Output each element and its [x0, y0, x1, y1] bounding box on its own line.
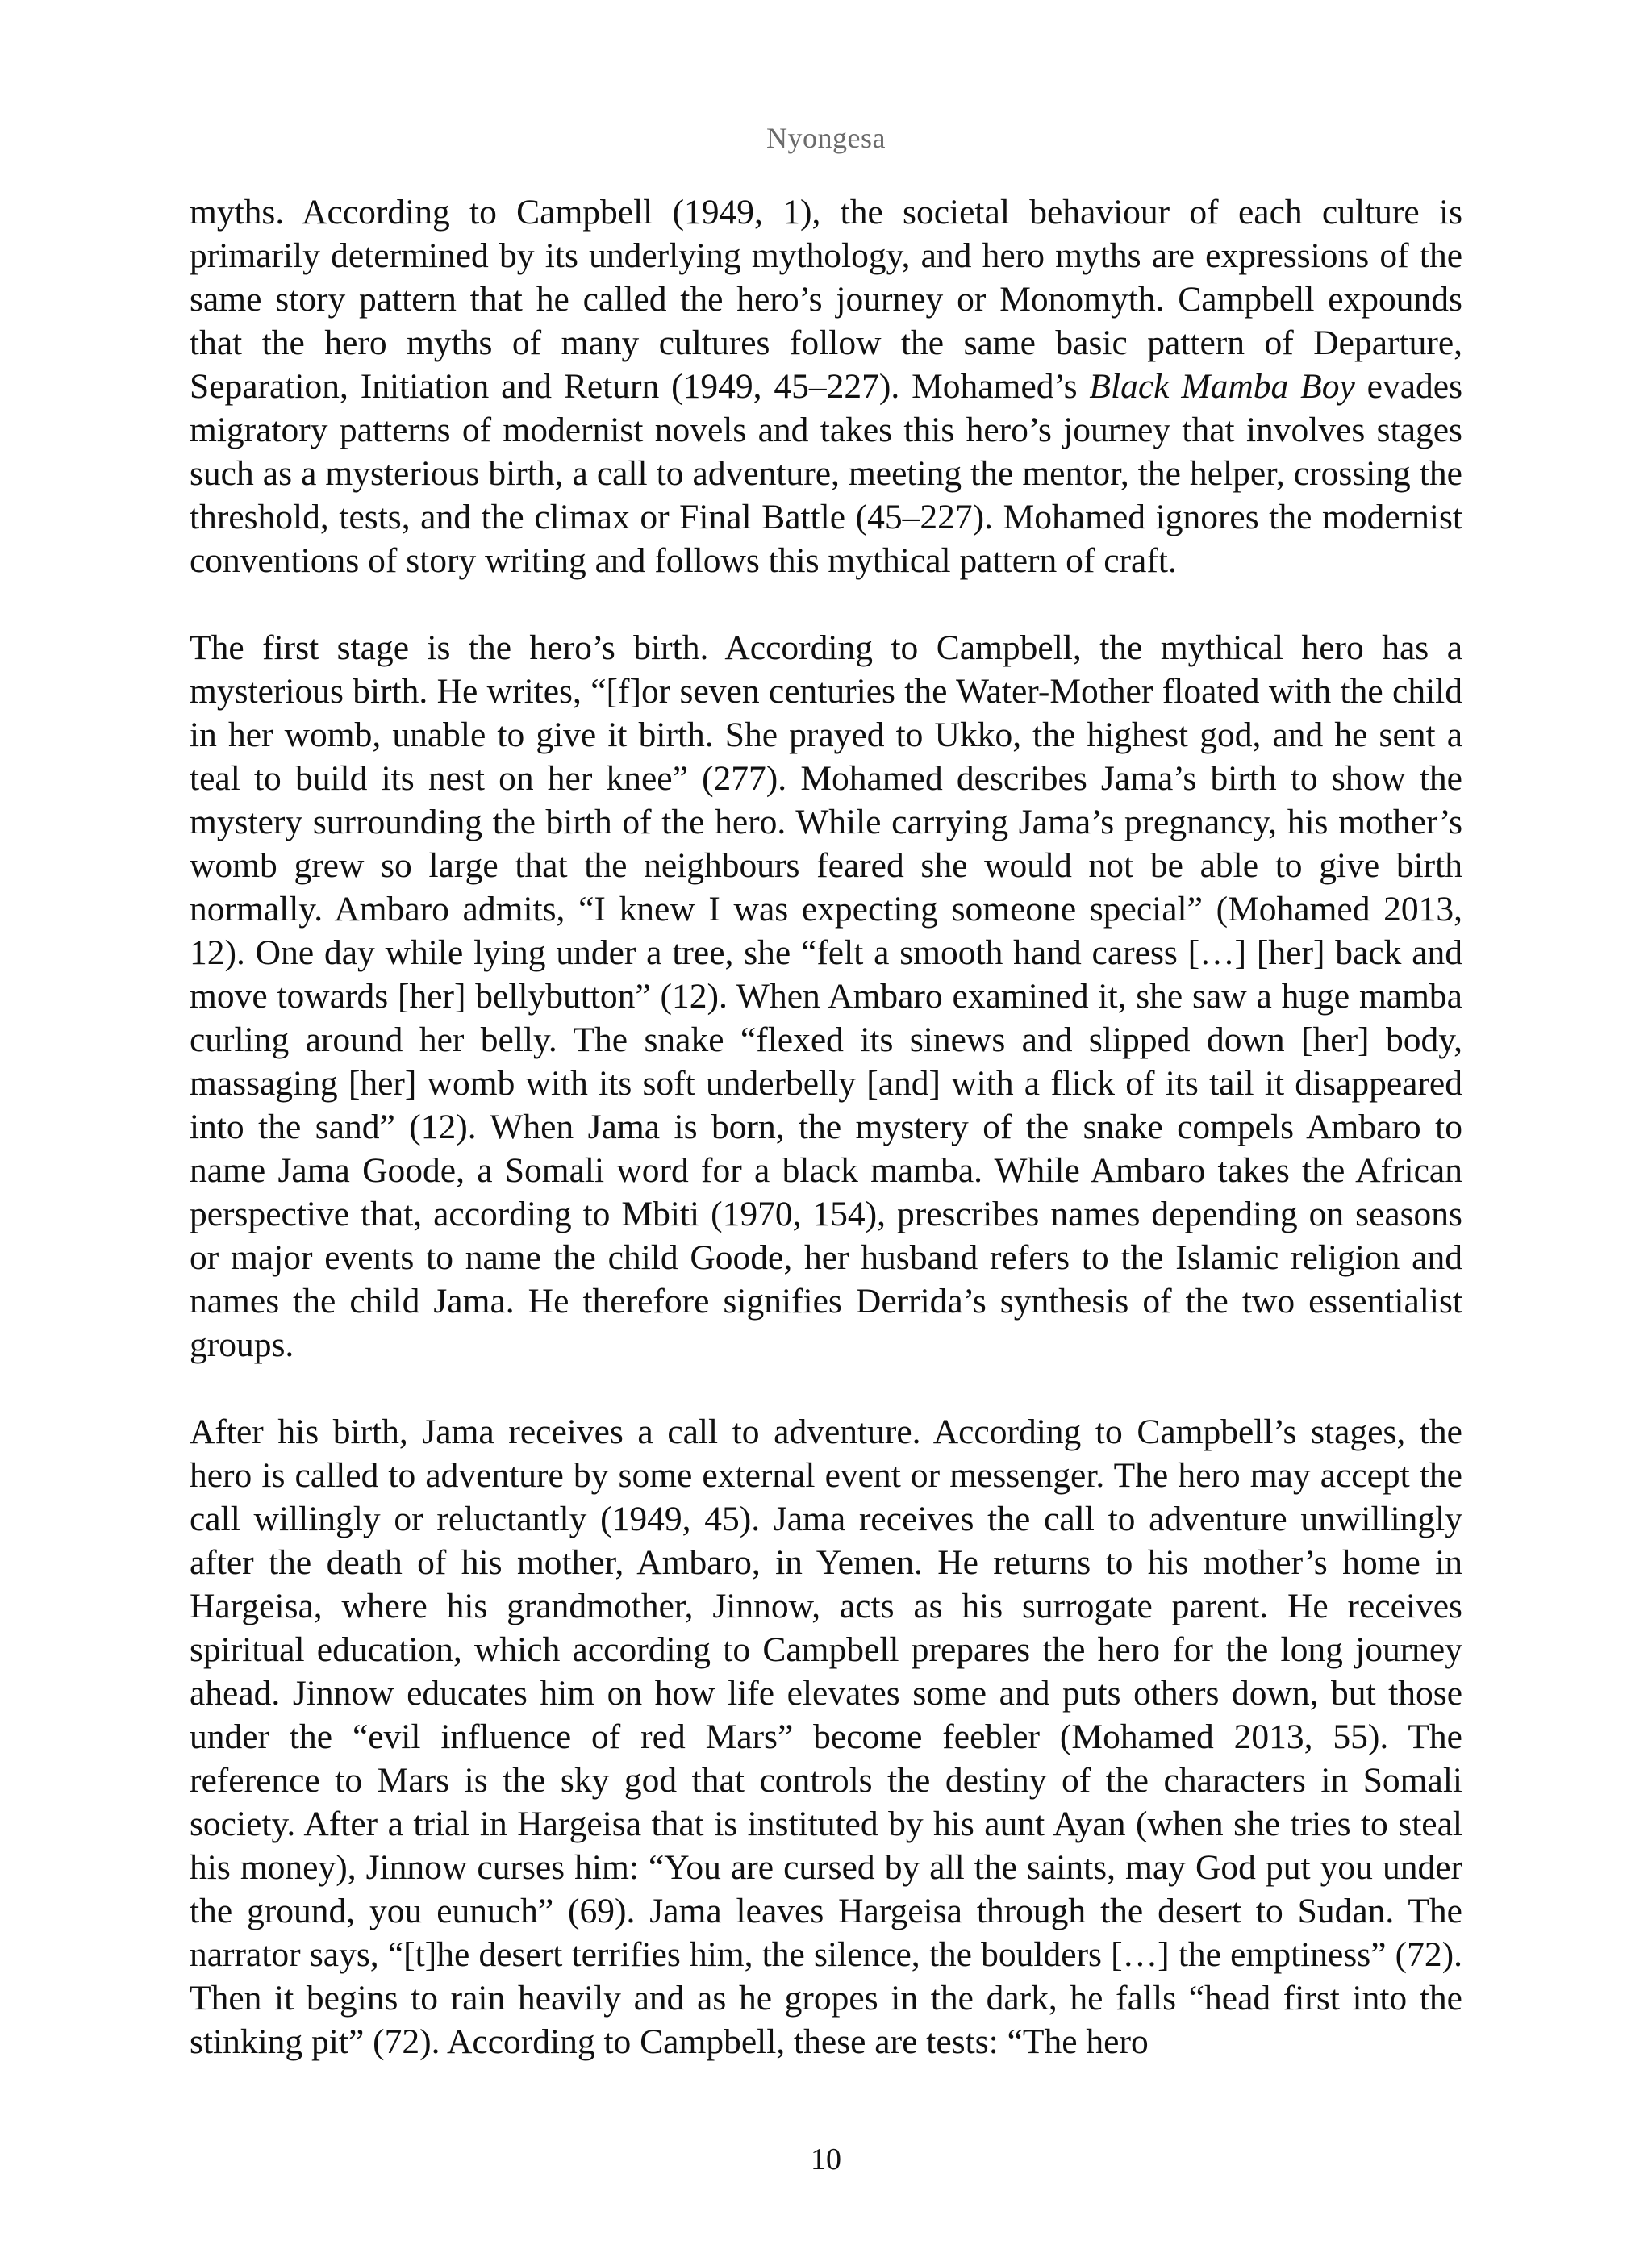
paragraph-3	[190, 1410, 1462, 2064]
paragraph-2-text: The first stage is the hero’s birth. According to Campbell, the mythical hero has a mysterious birth. He writes, “[f]or seven centuries the Water-Mother floated with the child in her womb, unable to give it birth. She prayed to Ukko, the highest god, and he sent a teal to build its nest on her knee” (277). Mohamed describes Jama’s birth to show the mystery surrounding the birth of the hero. While carrying Jama’s pregnancy, his mother’s womb grew so large that the neighbours feared she would not be able to give birth normally. Ambaro admits, “I knew I was expecting someone special” (Mohamed 2013, 12). One day while lying under a tree, she “felt a smooth hand caress […] [her] back and move towards [her] bellybutton” (12). When Ambaro examined it, she saw a huge mamba curling around her belly. The snake “flexed its sinews and slipped down [her] body, massaging [her] womb with its soft underbelly [and] with a flick of its tail it disappeared into the sand” (12). When Jama is born, the mystery of the snake compels Ambaro to name Jama Goode, a Somali word for a black mamba. While Ambaro takes the African perspective that, according to Mbiti (1970, 154), prescribes names depending on seasons or major events to name the child Goode, her husband refers to the Islamic religion and names the child Jama. He therefore signifies Derrida’s synthesis of the two essentialist groups.	[190, 628, 1462, 1364]
paragraph-1-text-2: evades migratory patterns of modernist novels and takes this hero’s journey that involves stages such as a mysterious birth, a call to adventure, meeting the mentor, the helper, crossing the threshold, tests, and the climax or Final Battle (45–227). Mohamed ignores the modernist conventions of story writing and follows this mythical pattern of craft.	[190, 367, 1463, 580]
paragraph-2	[190, 626, 1462, 1367]
book-title-italic: Black Mamba Boy	[1089, 367, 1355, 406]
body-text	[190, 190, 1462, 2064]
paragraph-1	[190, 190, 1462, 582]
paragraph-3-text: After his birth, Jama receives a call to adventure. According to Campbell’s stages, the hero is called to adventure by some external event or messenger. The hero may accept the call willingly or reluctantly (1949, 45). Jama receives the call to adventure unwillingly after the death of his mother, Ambaro, in Yemen. He returns to his mother’s home in Hargeisa, where his grandmother, Jinnow, acts as his surrogate parent. He receives spiritual education, which according to Campbell prepares the hero for the long journey ahead. Jinnow educates him on how life elevates some and puts others down, but those under the “evil influence of red Mars” become feebler (Mohamed 2013, 55). The reference to Mars is the sky god that controls the destiny of the characters in Somali society. After a trial in Hargeisa that is instituted by his aunt Ayan (when she tries to steal his money), Jinnow curses him: “You are cursed by all the saints, may God put you under the ground, you eunuch” (69). Jama leaves Hargeisa through the desert to Sudan. The narrator says, “[t]he desert terrifies him, the silence, the boulders […] the emptiness” (72). Then it begins to rain heavily and as he gropes in the dark, he falls “head first into the stinking pit” (72). According to Campbell, these are tests: “The hero	[190, 1413, 1462, 2061]
running-head: Nyongesa	[766, 122, 886, 154]
page-number: 10	[811, 2143, 841, 2176]
paragraph-1-text-1: myths. According to Campbell (1949, 1), the societal behaviour of each culture is primarily determined by its underlying mythology, and hero myths are expressions of the same story pattern that he called the hero’s journey or Monomyth. Campbell expounds that the hero myths of many cultures follow the same basic pattern of Departure, Separation, Initiation and Return (1949, 45–227). Mohamed’s	[190, 193, 1462, 406]
